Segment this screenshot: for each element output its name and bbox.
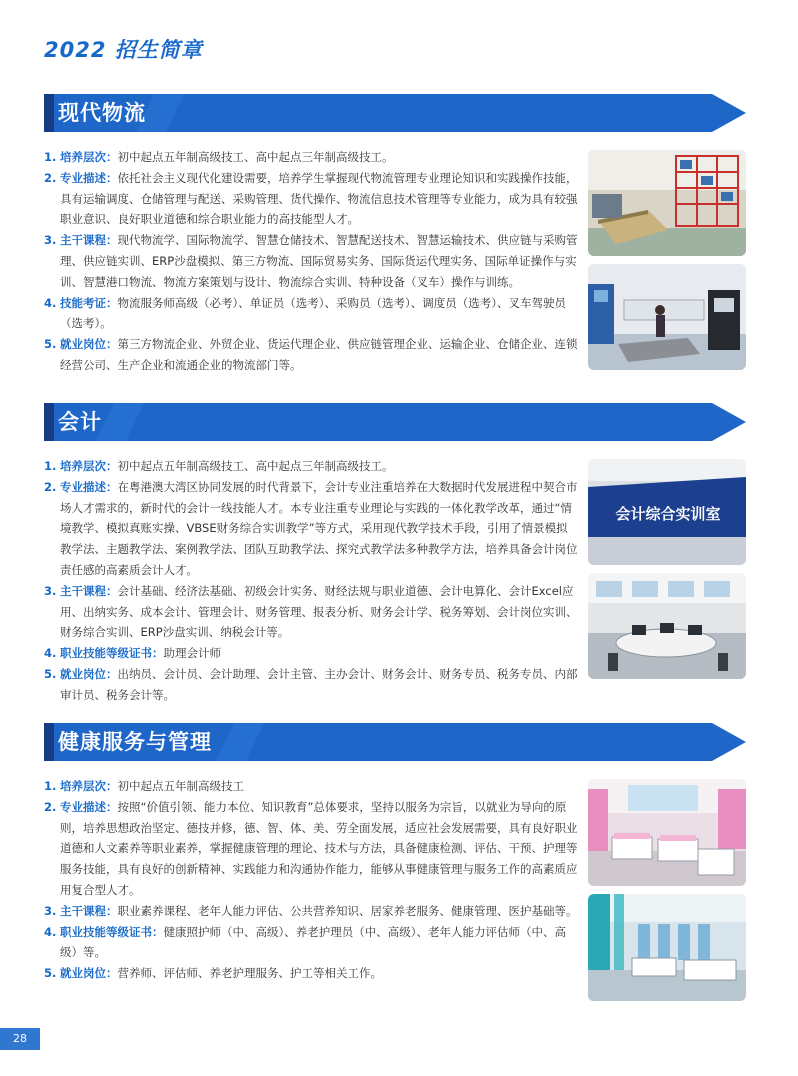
item-text: 初中起点五年制高级技工、高中起点三年制高级技工。 — [117, 150, 394, 164]
list-item — [44, 230, 578, 292]
item-key: 主干课程： — [60, 233, 118, 248]
item-text: 会计基础、经济法基础、初级会计实务、财经法规与职业道德、会计电算化、会计Excel应用、出纳实务、成本会计、管理会计、财务管理、报表分析、财务会计学、税务筹划、会计岗位实训、财务综合实训、ERP沙盘实训、纳税会计等。 — [60, 583, 578, 640]
item-number: 4. — [44, 924, 57, 939]
list-item — [44, 797, 578, 901]
list-item — [44, 581, 578, 643]
item-number: 4. — [44, 646, 57, 661]
item-text: 按照“价值引领、能力本位、知识教育”总体要求，坚持以服务为宗旨，以就业为导向的原则，培养思想政治坚定、德技并修，德、智、体、美、劳全面发展，适应社会发展需要，具有良好职业道德和人文素养等职业素养，掌握健康管理的理论、技术与方法，具备健康检测、评估、干预、护理等服务技能，具有良好的创新精神、实践能力和沟通协作能力，能够从事健康管理与服务工作的高素质应用复合型人才。 — [60, 799, 578, 897]
item-key: 培养层次： — [60, 779, 118, 793]
item-number: 5. — [44, 337, 57, 352]
item-key: 专业描述： — [60, 799, 118, 814]
list-item — [44, 147, 578, 168]
item-text: 依托社会主义现代化建设需要，培养学生掌握现代物流管理专业理论知识和实践操作技能，具有运输调度、仓储管理与配送、采购管理、货代操作、物流信息技术管理等专业能力，成为具有较强职业意识、良好职业道德和综合职业能力的高技能型人才。 — [60, 170, 578, 227]
item-text: 助理会计师 — [163, 646, 221, 661]
list-item — [44, 643, 578, 664]
list-item — [44, 293, 578, 335]
list-item — [44, 168, 578, 230]
item-text: 出纳员、会计员、会计助理、会计主管、主办会计、财务会计、财务专员、税务专员、内部审计员、税务会计等。 — [60, 666, 578, 702]
accounting-room-sign: 会计综合实训室 — [615, 505, 721, 523]
item-text: 现代物流学、国际物流学、智慧仓储技术、智慧配送技术、智慧运输技术、供应链与采购管理、供应链实训、ERP沙盘模拟、第三方物流、国际贸易实务、国际货运代理实务、国际单证操作与实训、智慧港口物流、物流方案策划与设计、物流综合实训、特种设备（叉车）操作与训练。 — [60, 233, 578, 289]
item-key: 就业岗位： — [60, 966, 118, 981]
banner-arrow-shape — [44, 94, 746, 132]
item-key: 培养层次： — [60, 150, 118, 164]
list-item — [44, 477, 578, 581]
item-text: 职业素养课程、老年人能力评估、公共营养知识、居家养老服务、健康管理、医护基础等。 — [117, 903, 578, 918]
item-number: 5. — [44, 666, 57, 681]
photo-health-care-room — [588, 779, 746, 886]
item-number: 3. — [44, 583, 57, 598]
item-number: 1. — [44, 150, 57, 164]
list-item — [44, 901, 578, 922]
item-number: 2. — [44, 170, 57, 185]
item-number: 1. — [44, 459, 57, 473]
photo-health-ward — [588, 894, 746, 1001]
item-key: 就业岗位： — [60, 666, 118, 681]
brochure-title: 2022 招生简章 — [44, 38, 203, 62]
item-key: 职业技能等级证书： — [60, 924, 164, 939]
photo-logistics-warehouse — [588, 150, 746, 256]
page-number: 28 — [0, 1028, 40, 1050]
item-text: 在粤港澳大湾区协同发展的时代背景下，会计专业注重培养在大数据时代发展进程中契合市场人才需求的，新时代的会计一线技能人才。本专业注重专业理论与实践的一体化教学改革，通过“情境教学、模拟真账实操、VBSE财务综合实训教学”等方式，采用现代教学技术手段，引用了情景模拟教学法、主题教学法、案例教学法、团队互助教学法、探究式教学法多种教学方法，培养具备会计岗位责任感的高素质会计人才。 — [60, 479, 578, 577]
section-banner-logistics — [44, 94, 746, 132]
list-item — [44, 664, 578, 706]
photo-accounting-sign — [588, 459, 746, 565]
list-item — [44, 922, 578, 964]
item-text: 第三方物流企业、外贸企业、货运代理企业、供应链管理企业、运输企业、仓储企业、连锁经营公司、生产企业和流通企业的物流部门等。 — [60, 337, 578, 372]
photo-accounting-classroom — [588, 573, 746, 679]
item-key: 专业描述： — [60, 170, 118, 185]
section-body-accounting — [44, 456, 578, 706]
section-title: 会计 — [58, 410, 102, 434]
item-key: 专业描述： — [60, 479, 118, 494]
section-body-logistics — [44, 147, 578, 376]
item-number: 4. — [44, 295, 57, 310]
item-number: 3. — [44, 903, 57, 918]
item-key: 职业技能等级证书： — [60, 646, 164, 661]
list-item — [44, 456, 578, 477]
item-number: 2. — [44, 479, 57, 494]
item-number: 3. — [44, 233, 57, 248]
banner-arrow-shape — [44, 403, 746, 441]
item-text: 物流服务师高级（必考）、单证员（选考）、采购员（选考）、调度员（选考）、叉车驾驶员（选考）。 — [60, 295, 566, 331]
item-number: 5. — [44, 966, 57, 981]
item-key: 就业岗位： — [60, 337, 118, 352]
item-text: 营养师、评估师、养老护理服务、护工等相关工作。 — [117, 966, 382, 981]
item-text: 健康照护师（中、高级）、养老护理员（中、高级）、老年人能力评估师（中、高级）等。 — [60, 924, 566, 960]
item-key: 主干课程： — [60, 583, 118, 598]
item-number: 1. — [44, 779, 57, 793]
item-text: 初中起点五年制高级技工 — [117, 779, 244, 793]
section-body-health — [44, 776, 578, 984]
section-title: 现代物流 — [58, 101, 146, 125]
item-text: 初中起点五年制高级技工、高中起点三年制高级技工。 — [117, 459, 394, 473]
list-item — [44, 334, 578, 376]
photo-logistics-lab — [588, 264, 746, 370]
section-title: 健康服务与管理 — [58, 730, 212, 754]
section-banner-accounting — [44, 403, 746, 441]
item-key: 技能考证： — [60, 295, 118, 310]
item-number: 2. — [44, 799, 57, 814]
item-key: 主干课程： — [60, 903, 118, 918]
list-item — [44, 963, 578, 984]
section-banner-health — [44, 723, 746, 761]
item-key: 培养层次： — [60, 459, 118, 473]
list-item — [44, 776, 578, 797]
